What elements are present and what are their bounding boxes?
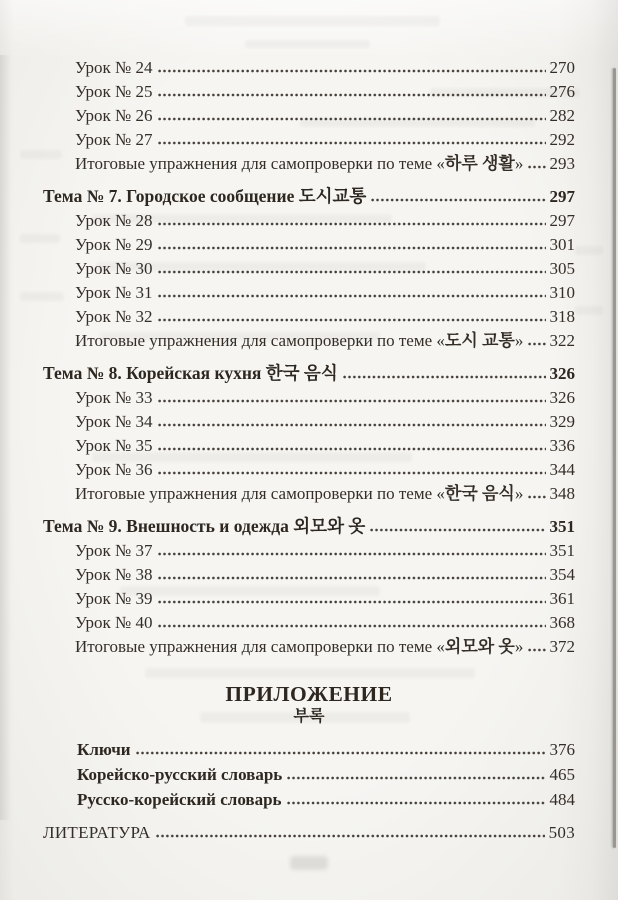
dot-leader — [158, 318, 546, 322]
toc-entry-page: 372 — [549, 637, 575, 656]
dot-leader — [158, 624, 546, 628]
toc-entry-page: 318 — [549, 307, 575, 326]
dot-leader — [287, 776, 545, 780]
dot-leader — [528, 495, 545, 499]
label-text: Урок № 37 — [75, 541, 153, 560]
label-korean-text: 한국 음식 — [444, 484, 515, 503]
label-text: Урок № 40 — [75, 613, 153, 632]
dot-leader — [343, 375, 546, 379]
label-text: » — [514, 484, 524, 503]
toc-entry-label — [75, 104, 153, 128]
toc-entry-row — [43, 587, 575, 611]
toc-entry-row — [43, 209, 575, 233]
toc-entry-row — [43, 128, 575, 152]
label-korean-text: 한국 음식 — [265, 363, 338, 383]
toc-entry-page: 292 — [549, 130, 575, 149]
toc-entry-row — [43, 563, 575, 587]
toc-entry-page: 351 — [549, 541, 575, 560]
toc-entry-page: 282 — [549, 106, 575, 125]
label-korean-text: 하루 생활 — [444, 154, 515, 173]
toc-entry-row — [43, 104, 575, 128]
toc-entry-row — [43, 257, 575, 281]
dot-leader — [158, 471, 546, 475]
toc-entry-label — [77, 787, 282, 812]
dot-leader — [158, 141, 546, 145]
label-text: Урок № 36 — [75, 460, 153, 479]
toc-entry-page: 368 — [549, 613, 575, 632]
toc-entry-label — [75, 434, 153, 458]
label-text: Тема № 7. Городское сообщение — [43, 186, 299, 206]
toc-entry-page: 297 — [549, 187, 575, 206]
toc-entry-label — [75, 635, 523, 659]
label-text: » — [514, 331, 524, 350]
toc-entry-label — [75, 128, 153, 152]
toc-entry-page: 326 — [549, 388, 575, 407]
toc-entry-page: 310 — [549, 283, 575, 302]
toc-entry-label — [75, 539, 153, 563]
label-text: Тема № 8. Корейская кухня — [43, 363, 266, 383]
toc-entry-label — [75, 611, 153, 635]
dot-leader — [156, 834, 545, 838]
toc-entry-row — [43, 152, 575, 176]
toc-entry-page: 293 — [549, 154, 575, 173]
toc-entry-page: 354 — [549, 565, 575, 584]
dot-leader — [158, 447, 546, 451]
dot-leader — [158, 117, 546, 121]
toc-entry-row — [43, 56, 575, 80]
toc-entry-page: 270 — [549, 58, 575, 77]
dot-leader — [158, 294, 546, 298]
toc-entry-label — [75, 386, 153, 410]
label-text: » — [514, 154, 524, 173]
toc-entry-label — [75, 233, 153, 257]
appendix-title: ПРИЛОЖЕНИЕ — [225, 682, 393, 706]
dot-leader — [528, 342, 545, 346]
toc-entry-row — [43, 635, 575, 659]
appendix-subtitle-korean: 부록 — [293, 708, 325, 725]
toc-entry-page: 361 — [549, 589, 575, 608]
toc-entry-page: 326 — [549, 364, 575, 383]
toc-entry-page: 376 — [549, 740, 575, 759]
toc-theme-row — [43, 184, 575, 209]
label-text: Итоговые упражнения для самопроверки по теме « — [75, 331, 445, 350]
toc-entry-label — [75, 587, 153, 611]
toc-entry-label — [75, 563, 153, 587]
toc-theme-row — [43, 361, 575, 386]
toc-entry-label — [75, 281, 153, 305]
toc-entry-row-literature — [43, 820, 575, 845]
appendix-section — [43, 681, 575, 812]
toc-entry-page: 329 — [549, 412, 575, 431]
toc-entry-label — [77, 737, 131, 762]
dot-leader — [370, 528, 545, 532]
toc-theme-row — [43, 514, 575, 539]
dot-leader — [158, 423, 546, 427]
dot-leader — [136, 751, 546, 755]
toc-entry-row — [43, 539, 575, 563]
toc-entry-label — [75, 80, 153, 104]
toc-entry-label — [75, 410, 153, 434]
dot-leader — [528, 648, 545, 652]
toc-entry-row — [43, 233, 575, 257]
toc-entry-label — [43, 514, 365, 538]
label-text: Урок № 27 — [75, 130, 153, 149]
toc-entry-page: 348 — [549, 484, 575, 503]
label-text: Ключи — [77, 740, 131, 759]
toc-entry-row — [43, 329, 575, 353]
label-text: Урок № 35 — [75, 436, 153, 455]
label-korean-text: 외모와 옷 — [293, 516, 366, 536]
label-text: Урок № 26 — [75, 106, 153, 125]
toc-entry-row — [43, 482, 575, 506]
dot-leader — [158, 552, 546, 556]
label-korean-text: 도시교통 — [298, 186, 367, 206]
label-text: Урок № 34 — [75, 412, 153, 431]
toc-entry-page: 276 — [549, 82, 575, 101]
dot-leader — [158, 246, 546, 250]
label-text: Урок № 38 — [75, 565, 153, 584]
toc-entry-page: 322 — [549, 331, 575, 350]
toc-entry-row — [43, 762, 575, 787]
toc-entry-row — [43, 434, 575, 458]
label-text: Урок № 39 — [75, 589, 153, 608]
toc-entry-row — [43, 281, 575, 305]
label-text: Урок № 30 — [75, 259, 153, 278]
toc-entry-label — [43, 361, 338, 385]
toc-entry-page: 297 — [549, 211, 575, 230]
label-korean-text: 도시 교통 — [444, 331, 515, 350]
label-text: Итоговые упражнения для самопроверки по теме « — [75, 154, 445, 173]
toc-entry-page: 351 — [549, 517, 575, 536]
toc-entry-row — [43, 80, 575, 104]
toc-entry-page: 305 — [549, 259, 575, 278]
label-text: » — [514, 637, 524, 656]
toc-entry-page: 344 — [549, 460, 575, 479]
label-text: Корейско-русский словарь — [77, 765, 283, 784]
label-korean-text: 외모와 옷 — [444, 637, 515, 656]
dot-leader — [287, 801, 546, 805]
dot-leader — [158, 222, 546, 226]
toc-entry-label — [75, 482, 523, 506]
toc-entry-label — [75, 329, 523, 353]
toc-entry-row — [43, 410, 575, 434]
toc-entry-page: 465 — [549, 765, 575, 784]
toc-entry-label — [75, 56, 153, 80]
label-text: Урок № 29 — [75, 235, 153, 254]
appendix-list — [43, 737, 575, 812]
label-text: Урок № 31 — [75, 283, 153, 302]
toc-entry-row — [43, 787, 575, 812]
toc-entry-row — [43, 386, 575, 410]
toc-entry-label — [75, 257, 153, 281]
dot-leader — [158, 270, 546, 274]
toc-entry-row — [43, 305, 575, 329]
toc-entry-label — [75, 458, 153, 482]
toc-entry-row — [43, 458, 575, 482]
toc-entry-label — [75, 152, 523, 176]
label-text: Урок № 25 — [75, 82, 153, 101]
toc-entry-label — [43, 184, 366, 208]
toc-entry-label — [75, 305, 153, 329]
toc-entry-label — [75, 209, 153, 233]
label-text: Тема № 9. Внешность и одежда — [43, 516, 294, 536]
dot-leader — [371, 198, 545, 202]
toc-entry-label: ЛИТЕРАТУРА — [43, 823, 151, 842]
label-text: Итоговые упражнения для самопроверки по теме « — [75, 484, 445, 503]
dot-leader — [158, 399, 546, 403]
dot-leader — [158, 93, 546, 97]
toc-entry-page: 301 — [549, 235, 575, 254]
toc-entry-page: 336 — [549, 436, 575, 455]
dot-leader — [158, 576, 546, 580]
toc-entry-page: 503 — [548, 823, 575, 842]
dot-leader — [158, 600, 546, 604]
toc-entry-label — [77, 762, 282, 787]
label-text: Урок № 32 — [75, 307, 153, 326]
label-text: Урок № 33 — [75, 388, 153, 407]
dot-leader — [528, 165, 545, 169]
dot-leader — [158, 69, 546, 73]
toc-entry-page: 484 — [549, 790, 575, 809]
toc-list — [43, 56, 575, 659]
toc-entry-row — [43, 611, 575, 635]
label-text: Урок № 24 — [75, 58, 153, 77]
label-text: Итоговые упражнения для самопроверки по теме « — [75, 637, 445, 656]
label-text: Русско-корейский словарь — [77, 790, 282, 809]
label-text: Урок № 28 — [75, 211, 153, 230]
toc-entry-row — [43, 737, 575, 762]
